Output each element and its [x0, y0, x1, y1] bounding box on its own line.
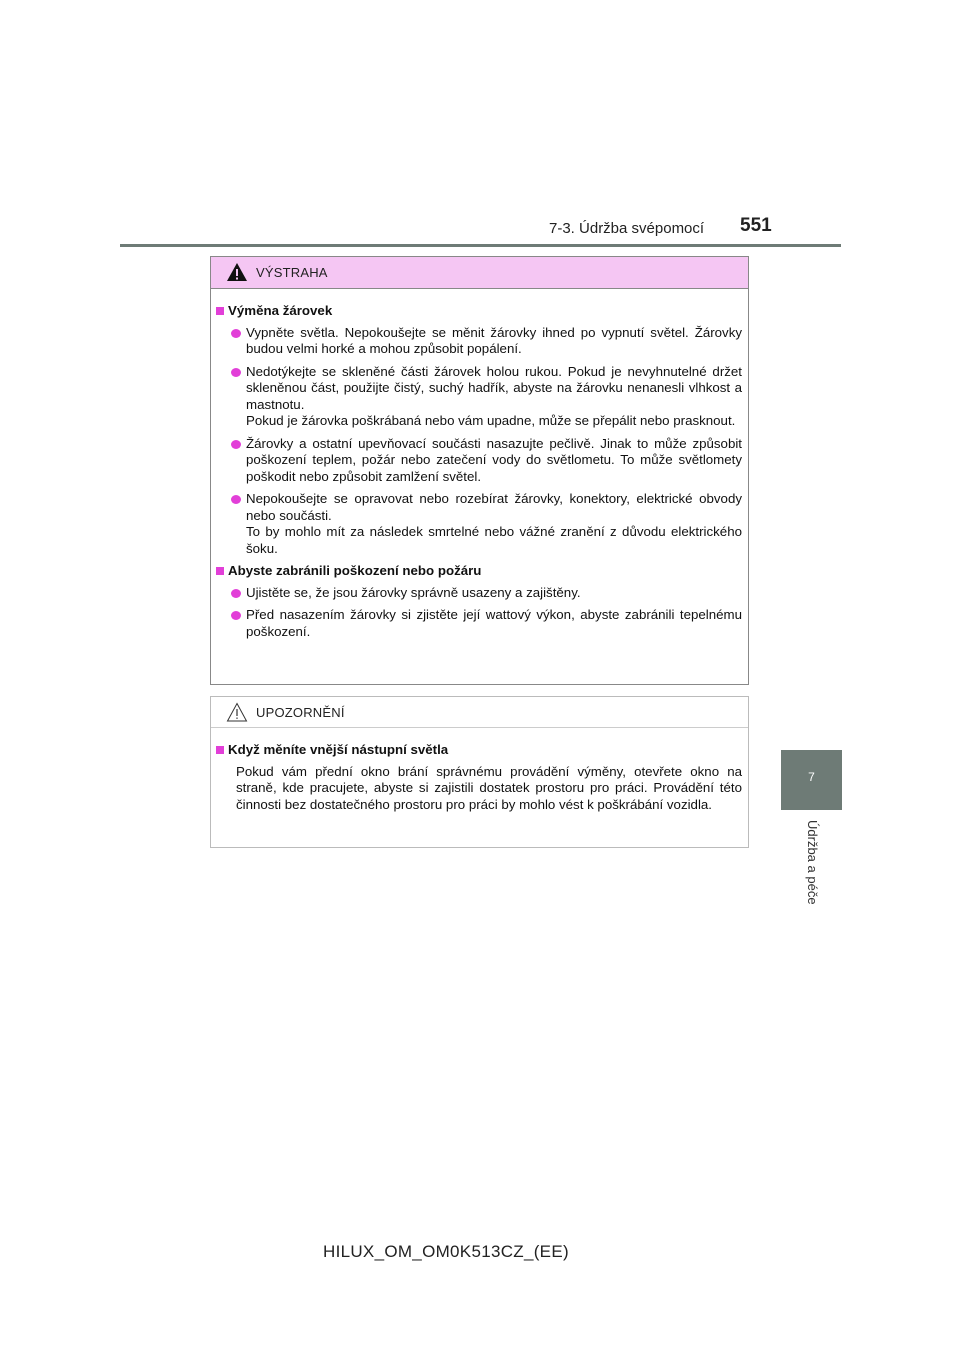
- caution-body: [211, 728, 748, 813]
- list-item: [231, 325, 742, 358]
- chapter-tab: [781, 750, 842, 810]
- caution-box: [210, 696, 749, 848]
- list-item-text: Žárovky a ostatní upevňovací součásti nasazujte pečlivě. Jinak to může způsobit poškození teplem, požár nebo zatečení vody do světlometu. To může světlomety poškodit nebo způsobit zamlžení světel.: [246, 435, 742, 484]
- bullet-dot-icon: [231, 329, 241, 338]
- warning-header: [211, 257, 748, 289]
- bullet-dot-icon: [231, 611, 241, 620]
- list-item: [231, 491, 742, 557]
- document-id: HILUX_OM_OM0K513CZ_(EE): [323, 1242, 569, 1261]
- chapter-number: 7: [808, 770, 815, 784]
- caution-header: [211, 697, 748, 728]
- caution-paragraph: Pokud vám přední okno brání správnému provádění výměny, otevřete okno na straně, kde pracujete, abyste si zajistili dostatek prostoru pro práci. Provádění této činnosti bez dostatečného prostoru pro práci by mohlo vést k poškrábání vozidla.: [236, 763, 742, 812]
- bullet-dot-icon: [231, 589, 241, 598]
- warning-section-heading: [216, 303, 742, 320]
- warning-section-heading: [216, 563, 742, 580]
- list-item: [231, 607, 742, 640]
- square-bullet-icon: [216, 746, 224, 754]
- page-number: 551: [740, 215, 772, 236]
- bullet-dot-icon: [231, 440, 241, 449]
- chapter-label: Údržba a péče: [805, 820, 820, 905]
- list-item-text: Nedotýkejte se skleněné části žárovek holou rukou. Pokud je nevyhnutelné držet skleněnou část, použijte čistý, suchý hadřík, abyste na žárovku nenanesli vlhkost a mastnotu. Pokud je žárovka poškrábaná nebo vám upadne, může se přepálit nebo prasknout.: [246, 363, 742, 428]
- warning-body: [211, 289, 748, 640]
- square-bullet-icon: [216, 307, 224, 315]
- list-item: [231, 436, 742, 486]
- list-item-text: Vypněte světla. Nepokoušejte se měnit žárovky ihned po vypnutí světel. Žárovky budou velmi horké a mohou způsobit popálení.: [246, 324, 742, 356]
- section-heading-text: Abyste zabránili poškození nebo požáru: [228, 563, 482, 578]
- section-title: 7-3. Údržba svépomocí: [549, 220, 705, 237]
- header-divider: [120, 244, 841, 247]
- list-item: [231, 364, 742, 430]
- square-bullet-icon: [216, 567, 224, 575]
- list-item-text: Ujistěte se, že jsou žárovky správně usazeny a zajištěny.: [246, 584, 581, 600]
- caution-title: UPOZORNĚNÍ: [256, 705, 345, 720]
- list-item-text: Nepokoušejte se opravovat nebo rozebírat žárovky, konektory, elektrické obvody nebo součásti. To by mohlo mít za následek smrtelné nebo vážné zranění z důvodu elektrického šoku.: [246, 491, 742, 556]
- bullet-dot-icon: [231, 495, 241, 504]
- warning-triangle-icon: [226, 262, 248, 282]
- bullet-dot-icon: [231, 368, 241, 377]
- section-heading-text: Když měníte vnější nástupní světla: [228, 742, 449, 757]
- list-item-text: Před nasazením žárovky si zjistěte její wattový výkon, abyste zabránili tepelnému poškození.: [246, 607, 742, 639]
- warning-box: [210, 256, 749, 685]
- caution-triangle-icon: [226, 702, 248, 722]
- caution-section-heading: [216, 742, 742, 759]
- list-item: [231, 585, 742, 602]
- section-heading-text: Výměna žárovek: [228, 303, 333, 318]
- warning-title: VÝSTRAHA: [256, 265, 328, 280]
